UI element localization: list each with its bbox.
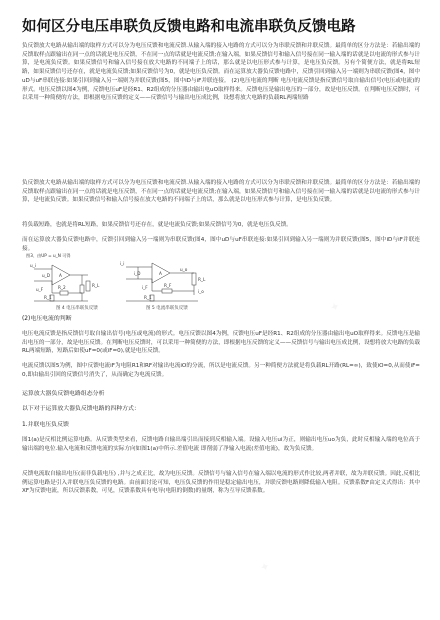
paragraph-2: 负反馈放大电路从输出端的取样方式可以分为电压反馈和电流反馈.从输入端的接入电路的方式可以分为串联反馈和并联反馈。最简单的区分方法是：若输出端的反馈取样点跟输出在同一点的话就是电压反馈，不在同一点的话就是电流反馈;在输入端，如果反馈信号和输入信号接在同一输入端的话就是以电流的形式参与计算，是电流负反馈。如果反馈信号和输入信号接在放大电路的不同端子上的话，那么就是以电压形式参与计算，是电压负反馈。 bbox=[22, 180, 420, 204]
caption-fig5: 图 5 电流串联负反馈 bbox=[146, 306, 188, 311]
paragraph-8: 反馈电流取自输出电压(而非负载电压) ,并与之成正比，故为电压反馈。反馈信号与输入信号在输入端以电流的形式作比较,两者并联，故为并联反馈。因此,反相比例运算电路是引入并联电压负反馈的电路。由前面讨论可知，电压负反馈的作用是稳定输出电压，并联反馈电路则降低输入电阻。反馈系数F由定义式得出：其中XF为反馈电流，所以反馈系数，可见，反馈系数具有电导(电阻的倒数)的量纲，称为互导反馈系数。 bbox=[22, 471, 420, 495]
circuit-figure bbox=[22, 251, 228, 311]
section-heading-analysis: 运算放大器负反馈电路组态分析 bbox=[22, 391, 105, 397]
svg-text:i_o: i_o bbox=[198, 289, 204, 294]
paragraph-3: 将负载短路，也就是将RL短路，如果反馈信号还存在，就是电流负反馈;如果反馈信号为0，就是电压负反馈。 bbox=[22, 222, 292, 228]
svg-text:A: A bbox=[59, 273, 62, 278]
circuit-left bbox=[34, 265, 90, 301]
svg-text:i_D: i_D bbox=[134, 271, 141, 276]
svg-text:u_F: u_F bbox=[36, 287, 44, 292]
svg-text:u_D: u_D bbox=[42, 273, 50, 278]
figure-top-label: 图3、由UP = u_N 可得 bbox=[26, 253, 71, 258]
paragraph-5: 电压电流反馈是指反馈信号取自输出信号(电压或电流)的形式。电压反馈以图4为例，反馈电压uF是经R1、R2组成的分压器由输出电uO取样得来。反馈电压是输出电压的一部分，故是电压反馈。在判断电压反馈时，可以采用一种简便的方法，即根据电压反馈的定义——反馈信号与输出电压成比例，设想将放大电路的负载RL两端短路，短路后如使uF=0(或iF=0),就是电压反馈。 bbox=[22, 331, 420, 355]
svg-text:i_i: i_i bbox=[120, 261, 125, 266]
subsection-heading-1: 1.并联电压负反馈 bbox=[22, 422, 69, 428]
svg-text:u_i: u_i bbox=[30, 263, 36, 268]
section-heading-voltage-current: (2)电压电流的判断 bbox=[22, 316, 72, 322]
svg-text:R_L: R_L bbox=[198, 277, 206, 282]
svg-text:R_1: R_1 bbox=[44, 295, 52, 300]
page-title: 如何区分电压串联负反馈电路和电流串联负反馈电路 bbox=[22, 19, 356, 35]
svg-text:R_2: R_2 bbox=[58, 285, 66, 290]
watermark bbox=[258, 559, 272, 576]
paragraph-7: 图1(a)是反相比例运算电路。从反馈类型来看，反馈电路自输出端引出而接到反相输入端。设输入电压ui为正，则输出电压uo为负，此时反相输入端的电位高于输出端的电位.输入电流和反馈电流的实际方向如图1(a)中所示.差值电流 即削弱了净输入电流(差值电流)，故为负反馈。 bbox=[22, 437, 420, 452]
svg-text:R_L: R_L bbox=[92, 283, 100, 288]
circuit-diagram bbox=[22, 251, 228, 311]
paragraph-6: 电流反馈以图5为例，图中反馈电流iF为电阻R1和RF对输出电流iO的分流，所以是电流反馈。另一种简便方法就是将负载RL开路(RL=∞)，致使iO=0,从而使iF=0,即由输出引回的反馈信号消失了，从而确定为电流反馈。 bbox=[22, 363, 420, 378]
paragraph-1: 负反馈放大电路从输出端的取样方式可以分为电压反馈和电流反馈.从输入端的接入电路的方式可以分为串联反馈和并联反馈。最简单的区分方法是：若输出端的反馈取样点跟输出在同一点的话就是电压反馈，不在同一点的话就是电流反馈;在输入端，如果反馈信号和输入信号接在同一输入端的话就是以电流的形式参与计算，是电流负反馈。如果反馈信号和输入信号接在放大电路的不同端子上的话，那么就是以电压形式参与计算，是电压负反馈。另有个简便方法，就是将RL短路，如果反馈信号还存在，就是电流负反馈;如果反馈信号为0，就是电压负反馈。而在运算放大器负反馈电路中，反馈引回到输入另一端则为串联反馈(图4，图中uD与uF串联连接:如果引回到输入另一端则为并联反馈(图5，图中iD与iF并联连接。 (2)电压电流的判断 电压电流反馈是指反馈信号取自输出信号(电压或电流)的形式。电压反馈以图4为例，反馈电压uF是经R1、R2组成的分压器由输出电uO取样得来。反馈电压是输出电压的一部分，故是电压反馈。在判断电压反馈时，可以采用一种简便的方法，即根据电压反馈的定义——反馈信号与输出电压成比例，设想将放大电路的负载RL两端短路 bbox=[22, 43, 420, 102]
svg-text:i_F: i_F bbox=[142, 285, 148, 290]
section-intro: 以下对于运算放大器负反馈电路的四种方式： bbox=[22, 406, 140, 412]
svg-text:R_F: R_F bbox=[164, 283, 172, 288]
watermark bbox=[328, 299, 342, 316]
paragraph-4: 而在运算放大器负反馈电路中，反馈引回到输入另一端则为串联反馈(图4，图中uD与uF串联连接:如果引回到输入另一端则为并联反馈(图5，图中iD与iF并联连接。 bbox=[22, 237, 420, 252]
svg-text:A: A bbox=[159, 271, 162, 276]
svg-text:R_1: R_1 bbox=[144, 295, 152, 300]
svg-text:u_o: u_o bbox=[180, 267, 188, 272]
caption-fig4: 图 4 电压串联负反馈 bbox=[56, 306, 98, 311]
